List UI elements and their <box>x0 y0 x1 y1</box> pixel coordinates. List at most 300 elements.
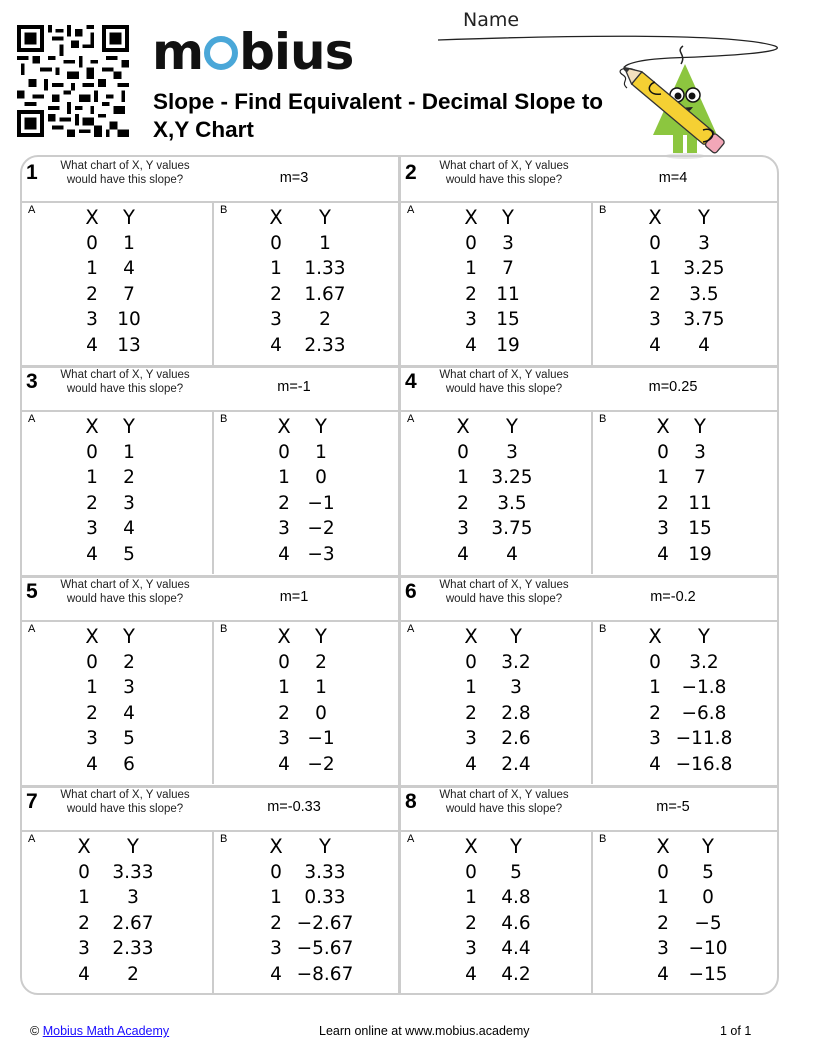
problem-7 <box>22 786 400 994</box>
problem-prompt: What chart of X, Y values would have this slope? <box>439 789 569 815</box>
xy-table-row <box>651 542 717 568</box>
problem-prompt: What chart of X, Y values would have this slope? <box>60 369 190 395</box>
x-value: 4 <box>657 963 669 985</box>
xy-table <box>651 834 733 987</box>
y-value: 0 <box>315 702 327 724</box>
xy-table-row <box>80 726 146 752</box>
xy-table <box>643 624 733 777</box>
x-value: 2 <box>270 283 282 305</box>
problem-1 <box>22 157 400 365</box>
y-value: −1 <box>307 492 335 514</box>
y-value: 1 <box>319 232 331 254</box>
problem-4 <box>401 366 779 574</box>
xy-table-row <box>459 256 525 282</box>
x-value: 4 <box>465 753 477 775</box>
xy-table-header <box>272 624 338 650</box>
xy-table-row <box>651 516 717 542</box>
xy-table-header <box>459 834 541 860</box>
x-header: X <box>85 206 99 229</box>
y-value: 5 <box>123 543 135 565</box>
x-value: 4 <box>649 334 661 356</box>
xy-table-header <box>643 624 733 650</box>
x-value: 4 <box>86 753 98 775</box>
x-value: 0 <box>86 441 98 463</box>
xy-table-row <box>451 491 541 517</box>
footer-copyright <box>30 1024 169 1038</box>
y-header: Y <box>319 206 331 229</box>
xy-table-row <box>459 860 541 886</box>
choice-letter: A <box>407 833 415 845</box>
xy-table-row <box>264 962 354 988</box>
xy-table-row <box>643 256 733 282</box>
xy-table-header <box>80 414 146 440</box>
problem-prompt: What chart of X, Y values would have this slope? <box>60 160 190 186</box>
xy-table-header <box>80 205 146 231</box>
y-header: Y <box>698 206 710 229</box>
y-value: −11.8 <box>675 728 733 749</box>
y-value: 0 <box>702 887 714 908</box>
xy-table-row <box>651 911 733 937</box>
x-value: 0 <box>270 232 282 254</box>
problem-3 <box>22 366 400 574</box>
problem-number: 6 <box>405 580 417 603</box>
xy-table-row <box>459 962 541 988</box>
y-value: 2 <box>123 467 135 488</box>
x-value: 0 <box>270 861 282 883</box>
x-value: 1 <box>270 887 282 908</box>
slope-value: m=-5 <box>656 799 690 815</box>
xy-table-row <box>272 491 338 517</box>
xy-table-row <box>264 911 354 937</box>
xy-table-row <box>80 542 146 568</box>
xy-table-header <box>459 205 525 231</box>
xy-table-row <box>272 726 338 752</box>
x-value: 0 <box>657 441 669 463</box>
xy-table-row <box>272 465 338 491</box>
xy-table-row <box>80 752 146 778</box>
y-value: 2 <box>127 963 139 985</box>
x-value: 2 <box>465 912 477 934</box>
xy-table-row <box>80 650 146 676</box>
xy-table-row <box>264 333 354 359</box>
x-value: 2 <box>86 702 98 724</box>
y-value: −1.8 <box>681 677 727 698</box>
x-value: 3 <box>649 728 661 749</box>
footer-page-number: 1 of 1 <box>720 1024 752 1038</box>
y-value: 1.67 <box>304 283 346 305</box>
y-value: 3.33 <box>304 861 346 883</box>
x-value: 4 <box>86 543 98 565</box>
x-value: 1 <box>457 467 469 488</box>
xy-table <box>272 624 338 777</box>
xy-table-row <box>272 516 338 542</box>
xy-table-header <box>459 624 541 650</box>
y-value: −2 <box>307 753 335 775</box>
xy-table-row <box>459 333 525 359</box>
y-value: 3 <box>510 677 522 698</box>
xy-table-row <box>80 256 146 282</box>
problem-prompt: What chart of X, Y values would have this slope? <box>60 579 190 605</box>
xy-table <box>80 414 146 567</box>
problem-2 <box>401 157 779 365</box>
x-header: X <box>464 835 478 858</box>
y-value: 2.33 <box>304 334 346 356</box>
xy-table-header <box>451 414 541 440</box>
x-header: X <box>464 625 478 648</box>
x-header: X <box>269 206 283 229</box>
x-header: X <box>464 206 478 229</box>
choice-letter: A <box>407 204 415 216</box>
xy-table <box>272 414 338 567</box>
y-value: 3 <box>694 441 706 463</box>
mobius-academy-link[interactable]: Mobius Math Academy <box>42 1024 170 1038</box>
y-value: 3.5 <box>689 283 719 305</box>
problem-prompt: What chart of X, Y values would have this slope? <box>439 369 569 395</box>
y-value: −1 <box>307 728 335 749</box>
x-value: 4 <box>86 334 98 356</box>
y-value: 5 <box>123 728 135 749</box>
x-value: 1 <box>465 677 477 698</box>
x-value: 3 <box>78 938 90 959</box>
x-value: 4 <box>270 963 282 985</box>
xy-table-row <box>72 936 162 962</box>
x-value: 1 <box>78 887 90 908</box>
x-value: 2 <box>86 492 98 514</box>
xy-table-row <box>643 231 733 257</box>
x-header: X <box>277 415 291 438</box>
x-header: X <box>656 835 670 858</box>
y-header: Y <box>510 835 522 858</box>
problem-number: 7 <box>26 790 38 813</box>
y-value: 15 <box>688 518 712 539</box>
xy-table-row <box>80 440 146 466</box>
xy-table-row <box>651 885 733 911</box>
x-value: 1 <box>657 887 669 908</box>
y-value: 4 <box>123 258 135 279</box>
problem-number: 5 <box>26 580 38 603</box>
choice-letter: A <box>28 204 36 216</box>
xy-table-row <box>72 860 162 886</box>
y-value: 1 <box>315 441 327 463</box>
y-value: 3.2 <box>501 651 531 673</box>
y-value: 3 <box>502 232 514 254</box>
xy-table <box>264 834 354 987</box>
x-value: 1 <box>657 467 669 488</box>
y-value: −2.67 <box>296 912 354 934</box>
x-value: 0 <box>78 861 90 883</box>
x-value: 0 <box>278 651 290 673</box>
y-value: 7 <box>694 467 706 488</box>
xy-table-row <box>272 542 338 568</box>
y-value: 4.4 <box>501 938 531 959</box>
y-value: 2.8 <box>501 702 531 724</box>
y-header: Y <box>694 415 706 438</box>
x-value: 3 <box>457 518 469 539</box>
x-value: 4 <box>649 753 661 775</box>
y-value: −6.8 <box>681 702 727 724</box>
xy-table <box>459 834 541 987</box>
y-header: Y <box>506 415 518 438</box>
xy-table-row <box>459 885 541 911</box>
choice-letter: A <box>407 623 415 635</box>
y-value: 15 <box>496 309 520 330</box>
xy-table-row <box>651 936 733 962</box>
x-value: 4 <box>465 334 477 356</box>
xy-table-row <box>451 440 541 466</box>
x-value: 0 <box>649 651 661 673</box>
y-value: 4 <box>123 702 135 724</box>
xy-table-row <box>264 256 354 282</box>
xy-table-row <box>651 860 733 886</box>
y-value: 4 <box>123 518 135 539</box>
xy-table-row <box>264 860 354 886</box>
y-value: 5 <box>702 861 714 883</box>
x-header: X <box>85 625 99 648</box>
y-value: 11 <box>496 283 520 305</box>
xy-table-row <box>80 307 146 333</box>
y-value: 2 <box>315 651 327 673</box>
mobius-logo: m bius <box>152 23 354 81</box>
y-value: 3.2 <box>689 651 719 673</box>
xy-table-row <box>80 701 146 727</box>
x-header: X <box>77 835 91 858</box>
x-value: 4 <box>657 543 669 565</box>
y-header: Y <box>123 625 135 648</box>
xy-table <box>643 205 733 358</box>
y-value: 4.8 <box>501 887 531 908</box>
x-value: 0 <box>649 232 661 254</box>
x-value: 1 <box>649 258 661 279</box>
y-value: 2.6 <box>501 728 531 749</box>
y-value: 0.33 <box>304 887 346 908</box>
slope-value: m=-1 <box>277 379 311 395</box>
y-value: −15 <box>688 963 728 985</box>
xy-table <box>459 624 541 777</box>
y-value: −5 <box>694 912 722 934</box>
y-value: 7 <box>502 258 514 279</box>
slope-value: m=-0.2 <box>650 589 696 605</box>
x-value: 4 <box>278 543 290 565</box>
xy-table-row <box>459 911 541 937</box>
x-header: X <box>269 835 283 858</box>
x-value: 4 <box>270 334 282 356</box>
xy-table-header <box>272 414 338 440</box>
xy-table-row <box>264 231 354 257</box>
y-value: 3 <box>127 887 139 908</box>
y-value: 2.67 <box>112 912 154 934</box>
xy-table-row <box>459 936 541 962</box>
y-value: 2 <box>319 309 331 330</box>
choice-letter: B <box>220 833 228 845</box>
y-header: Y <box>319 835 331 858</box>
y-header: Y <box>510 625 522 648</box>
x-header: X <box>456 415 470 438</box>
slope-value: m=-0.33 <box>267 799 321 815</box>
xy-table-row <box>643 701 733 727</box>
xy-table-row <box>80 465 146 491</box>
choice-letter: A <box>407 413 415 425</box>
y-value: 19 <box>688 543 712 565</box>
choice-letter: A <box>28 623 36 635</box>
y-value: 3 <box>698 232 710 254</box>
y-value: −3 <box>307 543 335 565</box>
x-value: 3 <box>278 518 290 539</box>
x-value: 2 <box>649 283 661 305</box>
choice-letter: A <box>28 833 36 845</box>
x-value: 0 <box>465 232 477 254</box>
problem-5 <box>22 576 400 784</box>
problem-grid <box>20 155 779 995</box>
mascot-triangle-pencil-icon <box>605 40 745 160</box>
y-value: 4 <box>698 334 710 356</box>
x-value: 2 <box>657 912 669 934</box>
y-value: 2.4 <box>501 753 531 775</box>
x-value: 3 <box>86 728 98 749</box>
slope-value: m=1 <box>279 589 309 605</box>
xy-table-header <box>643 205 733 231</box>
y-value: 3.5 <box>497 492 527 514</box>
choice-letter: B <box>220 204 228 216</box>
x-value: 0 <box>86 232 98 254</box>
xy-table-row <box>451 465 541 491</box>
x-value: 2 <box>465 283 477 305</box>
y-header: Y <box>123 206 135 229</box>
y-value: 1 <box>123 232 135 254</box>
y-value: 3.25 <box>683 258 725 279</box>
xy-table-row <box>272 440 338 466</box>
x-value: 4 <box>465 963 477 985</box>
xy-table-row <box>459 701 541 727</box>
x-value: 4 <box>78 963 90 985</box>
y-value: 10 <box>117 309 141 330</box>
slope-value: m=3 <box>279 170 309 186</box>
x-value: 3 <box>270 938 282 959</box>
y-value: 3.25 <box>491 467 533 488</box>
xy-table-row <box>643 282 733 308</box>
xy-table-row <box>264 885 354 911</box>
xy-table-row <box>651 440 717 466</box>
name-label: Name <box>463 9 520 31</box>
slope-value: m=0.25 <box>648 379 698 395</box>
x-header: X <box>648 206 662 229</box>
xy-table-row <box>451 516 541 542</box>
xy-table-row <box>80 333 146 359</box>
choice-letter: B <box>599 204 607 216</box>
x-value: 1 <box>86 467 98 488</box>
xy-table-row <box>459 650 541 676</box>
xy-table-row <box>651 465 717 491</box>
xy-table-row <box>459 307 525 333</box>
xy-table-header <box>264 205 354 231</box>
problem-number: 3 <box>26 370 38 393</box>
y-value: −16.8 <box>675 753 733 775</box>
x-value: 3 <box>465 938 477 959</box>
copyright-symbol: © <box>30 1024 40 1038</box>
x-value: 4 <box>278 753 290 775</box>
xy-table <box>80 205 146 358</box>
xy-table-row <box>272 701 338 727</box>
y-value: 3.75 <box>491 518 533 539</box>
xy-table <box>459 205 525 358</box>
choice-letter: B <box>599 833 607 845</box>
problem-number: 4 <box>405 370 417 393</box>
xy-table-row <box>451 542 541 568</box>
x-value: 4 <box>457 543 469 565</box>
x-value: 3 <box>86 518 98 539</box>
choice-letter: B <box>599 623 607 635</box>
y-value: 4 <box>506 543 518 565</box>
choice-letter: B <box>220 413 228 425</box>
x-value: 0 <box>465 651 477 673</box>
y-value: 0 <box>315 467 327 488</box>
xy-table-header <box>651 414 717 440</box>
xy-table-row <box>264 282 354 308</box>
xy-table-row <box>264 307 354 333</box>
y-value: 3 <box>123 677 135 698</box>
x-header: X <box>85 415 99 438</box>
y-value: 3.75 <box>683 309 725 330</box>
y-value: 4.6 <box>501 912 531 934</box>
y-value: −10 <box>688 938 728 959</box>
problem-number: 8 <box>405 790 417 813</box>
x-value: 1 <box>278 467 290 488</box>
y-value: 3 <box>506 441 518 463</box>
xy-table-row <box>80 231 146 257</box>
xy-table-row <box>80 282 146 308</box>
problem-8 <box>401 786 779 994</box>
y-value: −8.67 <box>296 963 354 985</box>
slope-value: m=4 <box>658 170 688 186</box>
y-value: −5.67 <box>296 938 354 959</box>
y-value: 11 <box>688 492 712 514</box>
y-header: Y <box>315 625 327 648</box>
x-value: 3 <box>465 728 477 749</box>
x-value: 0 <box>657 861 669 883</box>
x-value: 3 <box>657 938 669 959</box>
y-header: Y <box>127 835 139 858</box>
y-value: 3.33 <box>112 861 154 883</box>
y-value: 6 <box>123 753 135 775</box>
xy-table-row <box>80 675 146 701</box>
y-value: 2 <box>123 651 135 673</box>
y-value: 1 <box>123 441 135 463</box>
y-header: Y <box>502 206 514 229</box>
y-header: Y <box>123 415 135 438</box>
xy-table-row <box>643 675 733 701</box>
xy-table-row <box>72 962 162 988</box>
x-value: 2 <box>278 702 290 724</box>
x-value: 1 <box>86 258 98 279</box>
problem-prompt: What chart of X, Y values would have this slope? <box>60 789 190 815</box>
xy-table-row <box>651 962 733 988</box>
x-header: X <box>277 625 291 648</box>
xy-table-row <box>643 307 733 333</box>
x-value: 3 <box>278 728 290 749</box>
xy-table-row <box>459 231 525 257</box>
xy-table-header <box>264 834 354 860</box>
y-value: 3 <box>123 492 135 514</box>
x-value: 1 <box>465 258 477 279</box>
xy-table-header <box>651 834 733 860</box>
logo-accent-icon <box>204 36 238 70</box>
xy-table-header <box>80 624 146 650</box>
xy-table-row <box>80 491 146 517</box>
qr-code <box>17 25 129 137</box>
xy-table-row <box>459 752 541 778</box>
y-value: 13 <box>117 334 141 356</box>
x-value: 0 <box>86 651 98 673</box>
problem-6 <box>401 576 779 784</box>
